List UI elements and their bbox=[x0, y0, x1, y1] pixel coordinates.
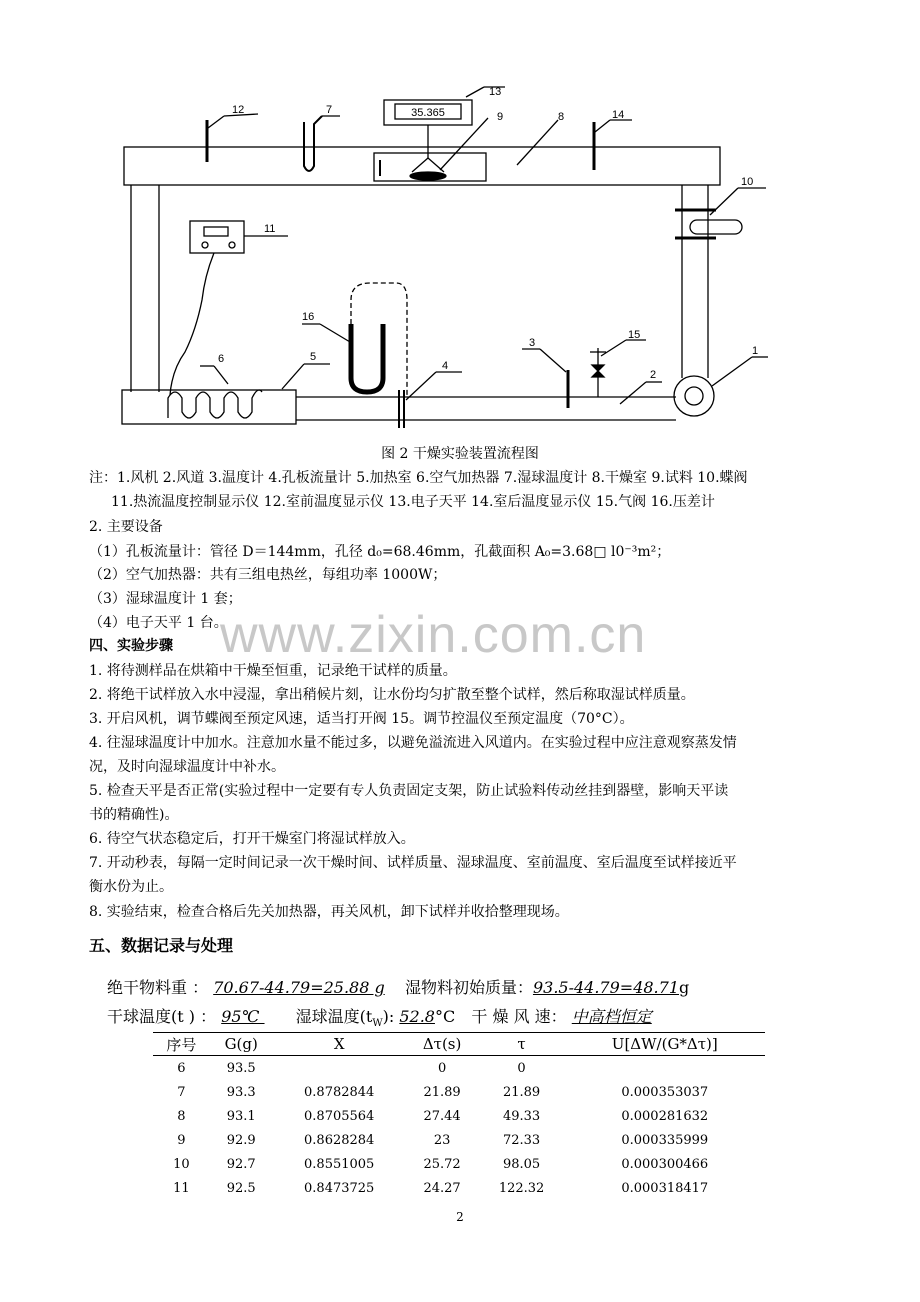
col-moisture: X bbox=[273, 1033, 406, 1056]
label-7: 7 bbox=[326, 104, 333, 116]
cell: 9 bbox=[177, 1132, 186, 1148]
wet-bulb-value: 52.8 bbox=[399, 1007, 435, 1026]
wet-bulb-thermometer bbox=[304, 116, 322, 171]
step-line: 4. 往湿球温度计中加水。注意加水量不能过多，以避免溢流进入风道内。在实验过程中应注意观察蒸发情 bbox=[89, 735, 737, 751]
air-speed-value: 中高档恒定 bbox=[571, 1007, 652, 1026]
label-9: 9 bbox=[497, 111, 504, 123]
dry-bulb-label: 干球温度(t ) ： bbox=[107, 1007, 217, 1026]
cell: 10 bbox=[173, 1156, 190, 1172]
cell: 25.72 bbox=[423, 1156, 461, 1172]
step-line: 6. 待空气状态稳定后，打开干燥室门将湿试样放入。 bbox=[89, 831, 415, 847]
cell bbox=[565, 1056, 765, 1081]
apparatus-diagram bbox=[0, 0, 920, 440]
wet-bulb-subscript: W bbox=[372, 1018, 383, 1030]
cell: 0.000335999 bbox=[621, 1132, 709, 1148]
cell: 93.5 bbox=[226, 1060, 256, 1076]
wet-bulb-unit: °C bbox=[434, 1007, 456, 1026]
heater-coil bbox=[168, 390, 262, 418]
label-8: 8 bbox=[558, 111, 565, 123]
label-12: 12 bbox=[232, 104, 245, 116]
cell: 8 bbox=[177, 1108, 186, 1124]
differential-manometer bbox=[351, 324, 383, 392]
cell: 122.32 bbox=[498, 1180, 545, 1196]
cell: 92.5 bbox=[226, 1180, 256, 1196]
wet-bulb-label: 湿球温度(t bbox=[295, 1007, 373, 1026]
step-line: 3. 开启风机，调节蝶阀至预定风速，适当打开阀 15。调节控温仪至预定温度（70°C）。 bbox=[89, 711, 634, 727]
cell: 0.8782844 bbox=[304, 1084, 375, 1100]
col-index: 序号 bbox=[153, 1033, 210, 1056]
equipment-item: （2）空气加热器：共有三组电热丝，每组功率 1000W； bbox=[89, 567, 447, 583]
label-2: 2 bbox=[650, 369, 657, 381]
equipment-item: （4）电子天平 1 台。 bbox=[89, 615, 228, 631]
cell: 0.000318417 bbox=[621, 1180, 709, 1196]
equipment-heading: 2. 主要设备 bbox=[89, 519, 163, 535]
wet-weight-unit: g bbox=[679, 978, 690, 997]
cell: 72.33 bbox=[502, 1132, 541, 1148]
cell: 93.1 bbox=[226, 1108, 256, 1124]
cell: 21.89 bbox=[423, 1084, 461, 1100]
cell: 0.8628284 bbox=[304, 1132, 375, 1148]
cell: 92.7 bbox=[226, 1156, 256, 1172]
label-16: 16 bbox=[302, 311, 315, 323]
dry-weight-row bbox=[107, 975, 689, 998]
label-6: 6 bbox=[218, 353, 225, 365]
label-13: 13 bbox=[489, 86, 502, 98]
equipment-item: （1）孔板流量计：管径 D＝144mm，孔径 d₀=68.46mm，孔截面积 A₀=3.68□ l0⁻³m²； bbox=[89, 544, 671, 560]
dry-weight-label: 绝干物料重 ： bbox=[107, 978, 209, 997]
cell: 27.44 bbox=[423, 1108, 461, 1124]
label-5: 5 bbox=[310, 351, 317, 363]
label-11: 11 bbox=[264, 223, 276, 235]
step-line: 8. 实验结束，检查合格后先关加热器，再关风机，卸下试样并收拾整理现场。 bbox=[89, 904, 569, 920]
cell bbox=[273, 1056, 406, 1081]
cell: 11 bbox=[173, 1180, 190, 1196]
cell: 92.9 bbox=[226, 1132, 256, 1148]
cell: 24.27 bbox=[423, 1180, 461, 1196]
cell: 6 bbox=[177, 1060, 186, 1076]
heating-chamber bbox=[122, 390, 296, 424]
cell: 0.8473725 bbox=[304, 1180, 375, 1196]
balance-reading: 35.365 bbox=[411, 107, 445, 119]
cell: 98.05 bbox=[502, 1156, 541, 1172]
cell: 0.000281632 bbox=[621, 1108, 709, 1124]
cell: 93.3 bbox=[226, 1084, 256, 1100]
col-delta-time: Δτ(s) bbox=[406, 1033, 479, 1056]
wet-weight-label: 湿物料初始质量： bbox=[404, 978, 533, 997]
cell: 23 bbox=[433, 1132, 451, 1148]
cell: 0.000300466 bbox=[621, 1156, 709, 1172]
table-row bbox=[153, 1080, 765, 1104]
legend-line-1: 注：1.风机 2.风道 3.温度计 4.孔板流量计 5.加热室 6.空气加热器 7.湿球温度计 8.干燥室 9.试料 10.蝶阀 bbox=[89, 470, 748, 486]
figure-caption: 图 2 干燥实验装置流程图 bbox=[381, 446, 539, 462]
cell: 0.8551005 bbox=[304, 1156, 375, 1172]
table-row bbox=[153, 1056, 765, 1081]
step-line: 书的精确性)。 bbox=[89, 807, 179, 823]
table-row bbox=[153, 1128, 765, 1152]
col-mass: G(g) bbox=[210, 1033, 273, 1056]
step-line: 况，及时向湿球温度计中补水。 bbox=[89, 759, 285, 775]
wet-bulb-label-close: ): bbox=[382, 1007, 395, 1026]
temperature-row bbox=[107, 1004, 652, 1029]
temperature-controller bbox=[190, 221, 244, 253]
cell: 0.8705564 bbox=[304, 1108, 375, 1124]
drying-data-table bbox=[153, 1032, 765, 1200]
air-speed-label: 干 燥 风 速： bbox=[471, 1007, 567, 1026]
step-line: 5. 检查天平是否正常(实验过程中一定要有专人负责固定支架，防止试验料传动丝挂到器壁，影响天平读 bbox=[89, 783, 729, 799]
cell: 49.33 bbox=[502, 1108, 541, 1124]
legend-line-2: 11.热流温度控制显示仪 12.室前温度显示仪 13.电子天平 14.室后温度显示仪 15.气阀 16.压差计 bbox=[111, 494, 715, 510]
label-15: 15 bbox=[628, 329, 641, 341]
wet-weight-value: 93.5-44.79=48.71 bbox=[532, 978, 679, 997]
cell: 0.000353037 bbox=[621, 1084, 709, 1100]
label-4: 4 bbox=[442, 360, 449, 372]
table-row bbox=[153, 1176, 765, 1200]
fan bbox=[674, 376, 714, 416]
page-number: 2 bbox=[456, 1210, 464, 1224]
dry-bulb-value: 95℃ bbox=[221, 1007, 265, 1026]
cell: 7 bbox=[177, 1084, 186, 1100]
controller-wire bbox=[170, 253, 214, 395]
label-14: 14 bbox=[612, 109, 625, 121]
equipment-item: （3）湿球温度计 1 套； bbox=[89, 591, 242, 607]
step-line: 1. 将待测样品在烘箱中干燥至恒重，记录绝干试样的质量。 bbox=[89, 663, 457, 679]
dry-weight-value: 70.67-44.79=25.88 g bbox=[213, 978, 385, 997]
label-3: 3 bbox=[529, 337, 536, 349]
section5-heading: 五、数据记录与处理 bbox=[89, 936, 234, 955]
cell: 0 bbox=[517, 1060, 526, 1076]
label-10: 10 bbox=[741, 176, 754, 188]
col-time: τ bbox=[479, 1033, 565, 1056]
label-1: 1 bbox=[752, 345, 759, 357]
steps-heading: 四、实验步骤 bbox=[89, 638, 173, 654]
step-line: 7. 开动秒表，每隔一定时间记录一次干燥时间、试样质量、湿球温度、室前温度、室后温度至试样接近平 bbox=[89, 855, 737, 871]
butterfly-valve bbox=[690, 220, 742, 234]
cell: 0 bbox=[437, 1060, 447, 1076]
col-rate: U[ΔW/(G*Δτ)] bbox=[565, 1033, 765, 1056]
step-line: 2. 将绝干试样放入水中浸湿，拿出稍候片刻，让水份均匀扩散至整个试样，然后称取湿试样质量。 bbox=[89, 687, 695, 703]
cell: 21.89 bbox=[502, 1084, 541, 1100]
step-line: 衡水份为止。 bbox=[89, 879, 173, 895]
table-header-row bbox=[153, 1033, 765, 1056]
table-row bbox=[153, 1104, 765, 1128]
watermark: www.zixin.com.cn bbox=[220, 606, 647, 664]
table-row bbox=[153, 1152, 765, 1176]
air-valve bbox=[592, 365, 604, 377]
